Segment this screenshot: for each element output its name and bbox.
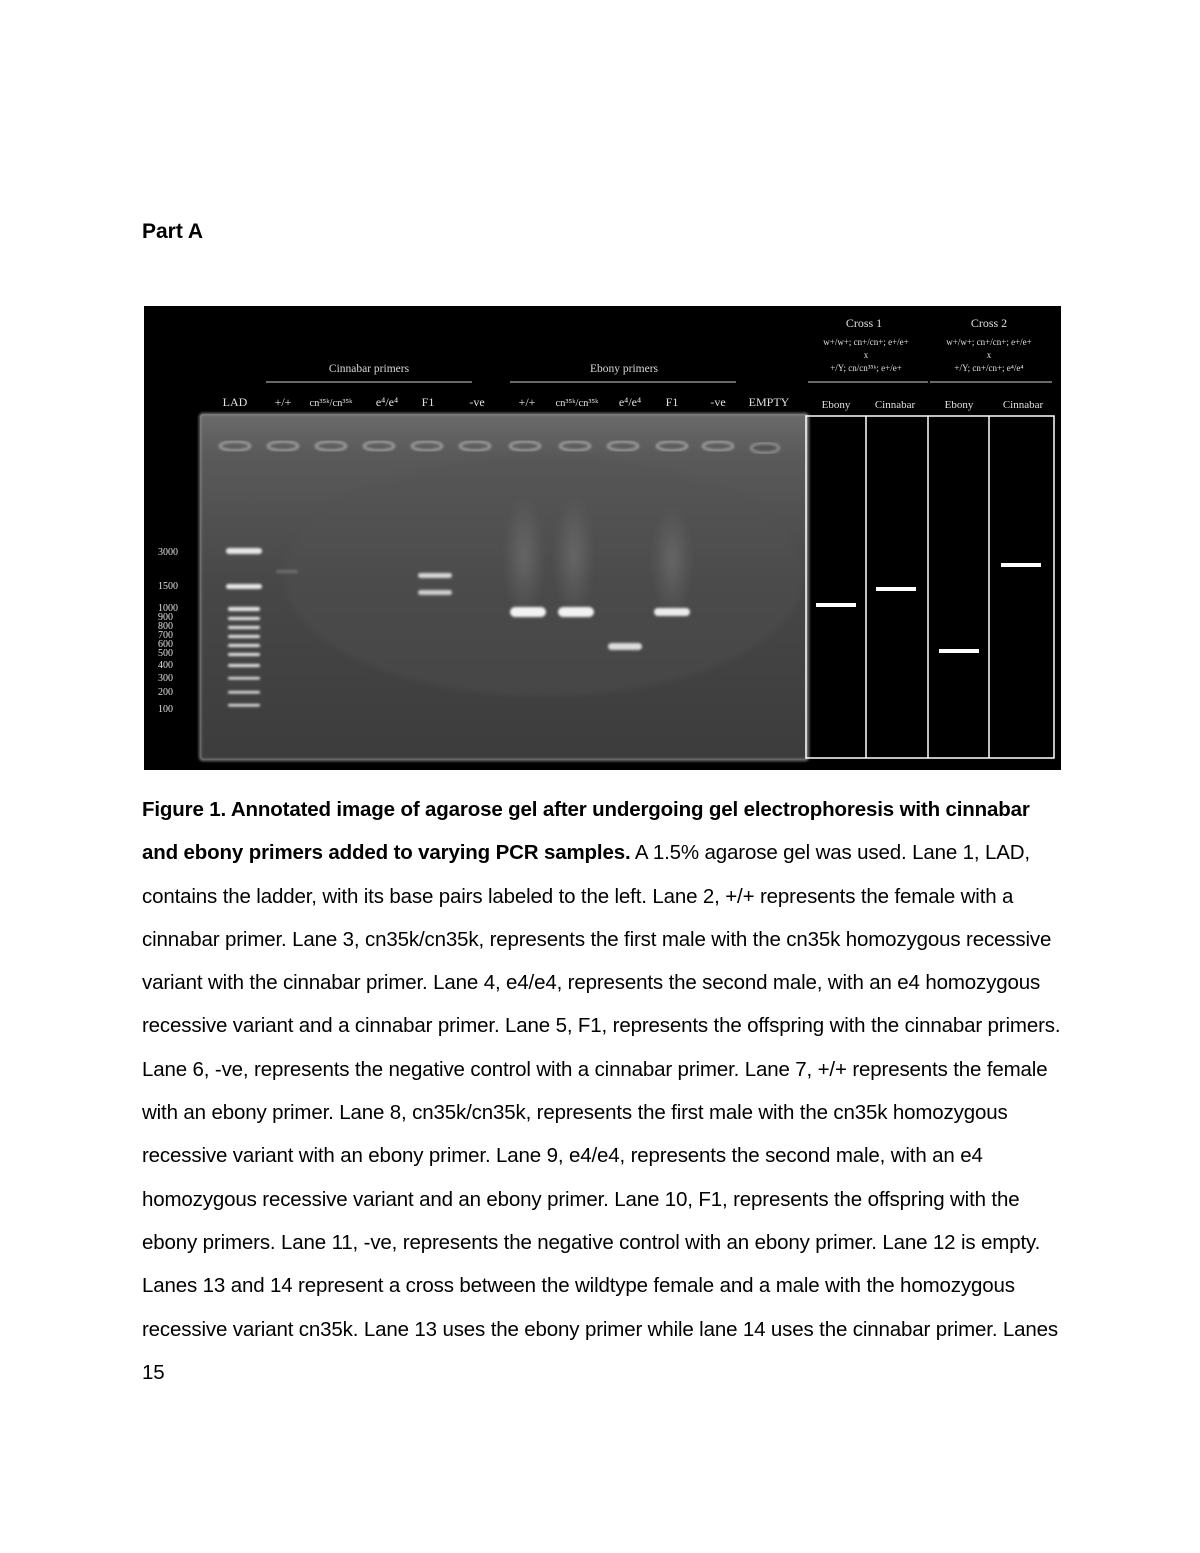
ladder-label: 100 xyxy=(158,704,173,715)
ladder-label: 300 xyxy=(158,673,173,684)
ladder-label: 200 xyxy=(158,687,173,698)
cross2-title: Cross 2 xyxy=(970,316,1008,330)
ladder-label: 600 xyxy=(158,639,173,650)
cross1-col-cinnabar: Cinnabar xyxy=(874,399,916,411)
lane-label: +/+ xyxy=(518,395,536,409)
ladder-label: 900 xyxy=(158,612,173,623)
lane-label-empty: EMPTY xyxy=(748,395,790,409)
lane-label: F1 xyxy=(665,395,679,409)
ladder-label: 1000 xyxy=(158,603,178,614)
cross1-x: x xyxy=(863,350,869,360)
cross2-x: x xyxy=(986,350,992,360)
ladder-label: 3000 xyxy=(158,547,178,558)
empty-well xyxy=(751,443,779,453)
caption-body: A 1.5% agarose gel was used. Lane 1, LAD, contains the ladder, with its base pairs labeled to the left. Lane 2, +/+ represents the female with a cinnabar primer. Lane 3, cn35k/cn35k, represents the first male with the cn35k homozygous recessive variant with the cinnabar primer. Lane 4, e4/e4, represents the second male, with an e4 homozygous recessive variant and a cinnabar primer. Lane 5, F1, represents the offspring with the cinnabar primers. Lane 6, -ve, represents the negative control with a cinnabar primer. Lane 7, +/+ represents the female with an ebony primer. Lane 8, cn35k/cn35k, represents the first male with the cn35k homozygous recessive variant with an ebony primer. Lane 9, e4/e4, represents the second male, with an e4 homozygous recessive variant and an ebony primer. Lane 10, F1, represents the offspring with the ebony primers. Lane 11, -ve, represents the negative control with an ebony primer. Lane 12 is empty. Lanes 13 and 14 represent a cross between the wildtype female and a male with the homozygous recessive variant cn35k. Lane 13 uses the ebony primer while lane 14 uses the cinnabar primer. Lanes 15 xyxy=(142,841,1061,1384)
ladder-label: 700 xyxy=(158,630,173,641)
cross2-male-genotype: +/Y; cn+/cn+; e⁴/e⁴ xyxy=(954,363,1024,373)
ebony-primers-label: Ebony primers xyxy=(589,363,659,375)
cross1-title: Cross 1 xyxy=(845,316,883,330)
lane-label: cn³⁵ᵏ/cn³⁵ᵏ xyxy=(555,398,599,409)
lane-label: -ve xyxy=(710,395,726,409)
figure-caption xyxy=(142,788,1062,1394)
cross2-female-genotype: w+/w+; cn+/cn+; e+/e+ xyxy=(946,337,1032,347)
lane-label: -ve xyxy=(469,395,485,409)
lane-label: F1 xyxy=(421,395,435,409)
gel-annotated-image xyxy=(144,306,1061,770)
ladder-label: 400 xyxy=(158,660,173,671)
page-heading: Part A xyxy=(142,220,204,243)
lane-label-lad: LAD xyxy=(222,395,248,409)
cross1-male-genotype: +/Y; cn/cn³⁵ᵏ; e+/e+ xyxy=(830,363,902,373)
gel-figure xyxy=(144,306,1061,770)
ladder-label: 1500 xyxy=(158,581,178,592)
lane-label: +/+ xyxy=(274,395,292,409)
cinnabar-primers-label: Cinnabar primers xyxy=(328,363,410,375)
lane-label: cn³⁵ᵏ/cn³⁵ᵏ xyxy=(309,398,353,409)
cross1-col-ebony: Ebony xyxy=(821,399,851,411)
cross1-female-genotype: w+/w+; cn+/cn+; e+/e+ xyxy=(823,337,909,347)
cross2-col-cinnabar: Cinnabar xyxy=(1002,399,1044,411)
ladder-label: 800 xyxy=(158,621,173,632)
cross2-col-ebony: Ebony xyxy=(944,399,974,411)
lane-label: e⁴/e⁴ xyxy=(375,395,399,409)
lane-label: e⁴/e⁴ xyxy=(618,395,642,409)
caption-title: Figure 1. Annotated image of agarose gel after undergoing gel electrophoresis with cinnabar and ebony primers added to varying PCR samples. xyxy=(142,798,1030,865)
ladder-label: 500 xyxy=(158,648,173,659)
